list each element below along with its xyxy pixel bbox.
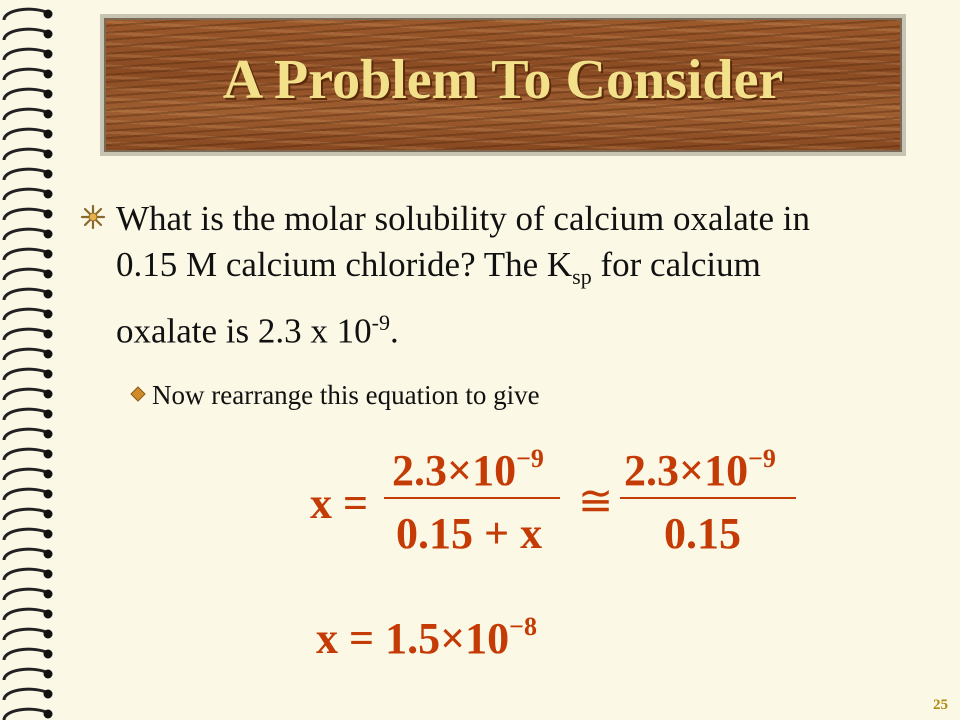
- eq2-exp: −8: [509, 612, 537, 641]
- spiral-ring: [4, 469, 46, 480]
- spiral-hole: [44, 150, 53, 159]
- spiral-hole: [44, 250, 53, 259]
- star-bullet-icon: [80, 204, 106, 230]
- spiral-ring: [4, 449, 46, 460]
- spiral-hole: [44, 430, 53, 439]
- spiral-ring: [4, 309, 46, 320]
- spiral-hole: [44, 270, 53, 279]
- spiral-ring: [4, 229, 46, 240]
- spiral-hole: [44, 470, 53, 479]
- spiral-hole: [44, 310, 53, 319]
- spiral-ring: [4, 49, 46, 60]
- spiral-ring: [4, 329, 46, 340]
- spiral-ring: [4, 249, 46, 260]
- spiral-ring: [4, 489, 46, 500]
- eq1-num1-mantissa: 2.3: [392, 446, 447, 495]
- spiral-hole: [44, 290, 53, 299]
- spiral-hole: [44, 230, 53, 239]
- eq1-num2-exp: −9: [748, 444, 776, 473]
- spiral-hole: [44, 370, 53, 379]
- eq1-numerator-left: [392, 444, 544, 496]
- eq2-times: ×10: [440, 614, 510, 663]
- eq1-denominator-left: 0.15 + x: [396, 509, 543, 558]
- spiral-ring: [4, 129, 46, 140]
- eq1-num1-exp: −9: [516, 444, 544, 473]
- spiral-ring: [4, 409, 46, 420]
- question-part1: What is the molar solubility of calcium oxalate in 0.15 M calcium chloride? The K: [116, 199, 810, 284]
- spiral-hole: [44, 570, 53, 579]
- spiral-ring: [4, 709, 46, 720]
- spiral-ring: [4, 689, 46, 700]
- spiral-ring: [4, 289, 46, 300]
- spiral-hole: [44, 390, 53, 399]
- spiral-hole: [44, 130, 53, 139]
- eq1-fraction-bar-right: [620, 497, 796, 499]
- spiral-ring: [4, 29, 46, 40]
- spiral-hole: [44, 610, 53, 619]
- spiral-hole: [44, 590, 53, 599]
- spiral-hole: [44, 450, 53, 459]
- ksp-subscript: sp: [572, 264, 592, 289]
- spiral-ring: [4, 529, 46, 540]
- spiral-hole: [44, 650, 53, 659]
- eq2-lhs: x = 1.5: [316, 614, 441, 663]
- spiral-hole: [44, 690, 53, 699]
- spiral-hole: [44, 210, 53, 219]
- spiral-ring: [4, 609, 46, 620]
- title-banner: [100, 14, 906, 156]
- spiral-hole: [44, 630, 53, 639]
- spiral-hole: [44, 350, 53, 359]
- spiral-binding: [0, 0, 62, 720]
- eq1-num1-times: ×10: [447, 446, 517, 495]
- spiral-hole: [44, 110, 53, 119]
- spiral-hole: [44, 670, 53, 679]
- spiral-ring: [4, 269, 46, 280]
- spiral-ring: [4, 189, 46, 200]
- slide-title: A Problem To Consider: [222, 49, 784, 111]
- spiral-hole: [44, 550, 53, 559]
- spiral-ring: [4, 369, 46, 380]
- spiral-hole: [44, 410, 53, 419]
- eq1-num2-mantissa: 2.3: [624, 446, 679, 495]
- eq1-fraction-bar-left: [384, 497, 560, 499]
- eq1-lhs: x =: [310, 479, 369, 528]
- subpoint-text: Now rearrange this equation to give: [152, 380, 540, 410]
- eq1-approx-symbol: ≅: [578, 479, 614, 525]
- spiral-hole: [44, 170, 53, 179]
- eq1-num2-times: ×10: [679, 446, 749, 495]
- question-part3: .: [389, 311, 399, 351]
- spiral-ring: [4, 209, 46, 220]
- spiral-hole: [44, 190, 53, 199]
- spiral-ring: [4, 429, 46, 440]
- spiral-hole: [44, 530, 53, 539]
- spiral-hole: [44, 30, 53, 39]
- question-part2: for calcium oxalate is 2.3 x 10: [116, 245, 761, 351]
- eq1-numerator-right: [624, 444, 776, 496]
- spiral-ring: [4, 649, 46, 660]
- spiral-ring: [4, 669, 46, 680]
- question-text: [116, 196, 836, 355]
- spiral-ring: [4, 629, 46, 640]
- spiral-hole: [44, 50, 53, 59]
- spiral-ring: [4, 349, 46, 360]
- spiral-ring: [4, 569, 46, 580]
- page-number: 25: [933, 697, 948, 713]
- spiral-ring: [4, 389, 46, 400]
- spiral-ring: [4, 509, 46, 520]
- spiral-ring: [4, 69, 46, 80]
- spiral-ring: [4, 169, 46, 180]
- spiral-hole: [44, 10, 53, 19]
- diamond-bullet-icon: [130, 386, 146, 402]
- spiral-ring: [4, 89, 46, 100]
- eq1-denominator-right: 0.15: [664, 509, 741, 558]
- spiral-hole: [44, 90, 53, 99]
- spiral-ring: [4, 9, 46, 20]
- spiral-ring: [4, 149, 46, 160]
- spiral-ring: [4, 549, 46, 560]
- spiral-hole: [44, 510, 53, 519]
- eq2-text: [316, 612, 537, 664]
- spiral-hole: [44, 490, 53, 499]
- spiral-ring: [4, 109, 46, 120]
- exponent-superscript: -9: [371, 310, 390, 335]
- spiral-hole: [44, 710, 53, 719]
- spiral-ring: [4, 589, 46, 600]
- spiral-hole: [44, 70, 53, 79]
- spiral-hole: [44, 330, 53, 339]
